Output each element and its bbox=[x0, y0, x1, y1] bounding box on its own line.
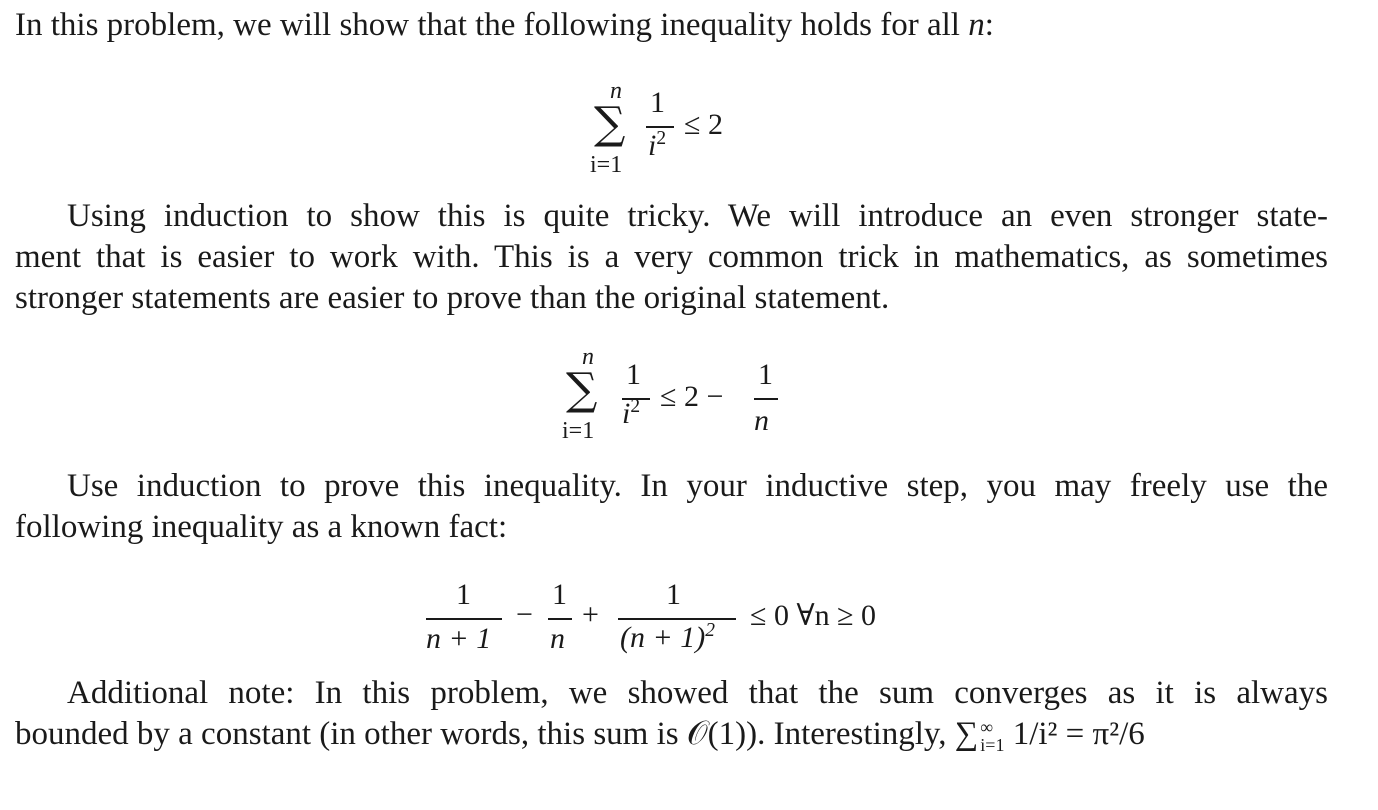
equation-1 bbox=[590, 78, 790, 188]
paragraph-2-line-3: stronger statements are easier to prove than the original statement. bbox=[15, 280, 890, 316]
eq3-rhs: ≤ 0 ∀n ≥ 0 bbox=[750, 599, 877, 632]
intro-text: In this problem, we will show that the following inequality holds for all bbox=[15, 7, 969, 43]
eq2-rhs-numerator: 1 bbox=[758, 358, 773, 391]
eq3-fraction-bar-1 bbox=[426, 618, 502, 620]
paragraph-4-line-1: Additional note: In this problem, we showed that the sum converges as it is always bbox=[67, 675, 1328, 711]
eq3-plus: + bbox=[582, 598, 599, 631]
inline-sigma-lower: i=1 bbox=[980, 735, 1005, 756]
eq3-denominator-3-exponent: 2 bbox=[705, 620, 715, 641]
eq3-fraction-bar-2 bbox=[548, 618, 572, 620]
eq1-sigma: ∑ bbox=[594, 98, 626, 149]
paragraph-3-line-2: following inequality as a known fact: bbox=[15, 509, 508, 545]
eq3-numerator-3: 1 bbox=[666, 578, 681, 611]
paragraph-2-line-1: Using induction to show this is quite tricky. We will introduce an even stronger state- bbox=[67, 198, 1328, 234]
paragraph-2 bbox=[15, 196, 1328, 319]
eq3-numerator-1: 1 bbox=[456, 578, 471, 611]
eq3-numerator-2: 1 bbox=[552, 578, 567, 611]
eq2-relation: ≤ 2 − bbox=[660, 380, 724, 413]
intro-end: : bbox=[984, 7, 994, 43]
eq1-numerator: 1 bbox=[650, 86, 665, 119]
eq2-lower-limit: i=1 bbox=[562, 418, 595, 444]
eq1-lower-limit: i=1 bbox=[590, 152, 623, 178]
eq3-denominator-2: n bbox=[550, 622, 565, 655]
eq2-upper-limit: n bbox=[582, 344, 594, 370]
paragraph-4-line-2-mid: ). Interestingly, bbox=[746, 716, 955, 752]
eq2-sigma: ∑ bbox=[566, 364, 598, 415]
eq2-denominator: i bbox=[622, 397, 631, 430]
paragraph-3-line-1: Use induction to prove this inequality. In your inductive step, you may freely use the bbox=[67, 468, 1328, 504]
eq2-denominator-exponent: 2 bbox=[630, 396, 641, 417]
inline-sigma-upper: ∞ bbox=[980, 717, 994, 738]
eq1-upper-limit: n bbox=[610, 78, 622, 104]
paragraph-2-line-2: ment that is easier to work with. This is a very common trick in mathematics, as sometimes bbox=[15, 239, 1328, 275]
equation-2 bbox=[556, 344, 816, 454]
paragraph-3 bbox=[15, 466, 1328, 548]
inline-sigma: ∑ bbox=[954, 716, 979, 752]
eq3-minus: − bbox=[516, 598, 533, 631]
paragraph-4-line-2-start: bounded by a constant (in other words, this sum is bbox=[15, 716, 687, 752]
inline-sum-tail: 1/i² = π²/6 bbox=[1004, 716, 1145, 752]
eq2-rhs-denominator: n bbox=[754, 404, 769, 437]
eq2-rhs-fraction-bar bbox=[754, 398, 778, 400]
eq1-denominator: i bbox=[648, 129, 657, 162]
paragraph-4 bbox=[15, 673, 1328, 755]
eq2-numerator: 1 bbox=[626, 358, 641, 391]
eq3-denominator-1: n + 1 bbox=[426, 622, 492, 655]
paragraph-4-line-2 bbox=[15, 714, 1328, 755]
eq3-denominator-3: (n + 1) bbox=[620, 621, 706, 654]
intro-paragraph bbox=[15, 5, 1328, 46]
eq1-denominator-exponent: 2 bbox=[656, 128, 667, 149]
equation-3 bbox=[420, 574, 940, 664]
big-o-notation: 𝒪(1) bbox=[686, 716, 747, 752]
eq1-rhs: ≤ 2 bbox=[684, 108, 723, 141]
intro-variable: n bbox=[968, 7, 985, 43]
